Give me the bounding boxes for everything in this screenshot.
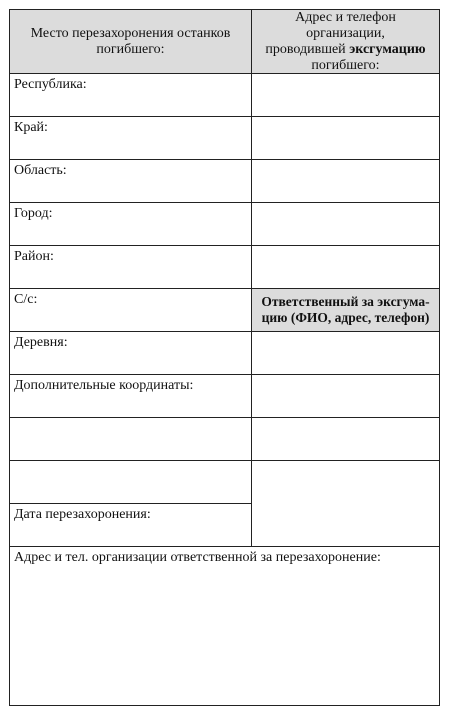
right-cell-4 — [251, 202, 440, 246]
row-blank-1 — [9, 417, 252, 461]
responsible-label: Ответственный за эксгума- цию (ФИО, адрес, телефон) — [261, 294, 430, 325]
responsible-header-cell — [251, 288, 440, 332]
row-village: Деревня: — [9, 331, 252, 375]
row-city: Город: — [9, 202, 252, 246]
row-oblast: Область: — [9, 159, 252, 203]
header-right-cell — [251, 9, 440, 74]
row-district: Район: — [9, 245, 252, 289]
row-selsovet: С/с: — [9, 288, 252, 332]
row-republic: Республика: — [9, 73, 252, 117]
row-krai: Край: — [9, 116, 252, 160]
right-cell-7 — [251, 374, 440, 418]
right-cell-3 — [251, 159, 440, 203]
header-left-label: Место перезахоронения останков погибшего: — [30, 25, 231, 57]
reburial-org-box — [9, 546, 440, 706]
header-right-label: Адрес и телефон организации, проводившей эксгумацию погибшего: — [265, 9, 426, 73]
right-cell-9 — [251, 460, 440, 547]
header-left-cell — [9, 9, 252, 74]
right-cell-6 — [251, 331, 440, 375]
row-extra-coordinates: Дополнительные координаты: — [9, 374, 252, 418]
right-cell-1 — [251, 73, 440, 117]
row-reburial-date: Дата перезахоронения: — [9, 503, 252, 547]
reburial-form — [9, 9, 440, 706]
row-blank-2 — [9, 460, 252, 504]
right-cell-2 — [251, 116, 440, 160]
right-cell-8 — [251, 417, 440, 461]
reburial-org-label: Адрес и тел. организации ответственной за перезахоронение: — [14, 550, 381, 565]
right-cell-5 — [251, 245, 440, 289]
